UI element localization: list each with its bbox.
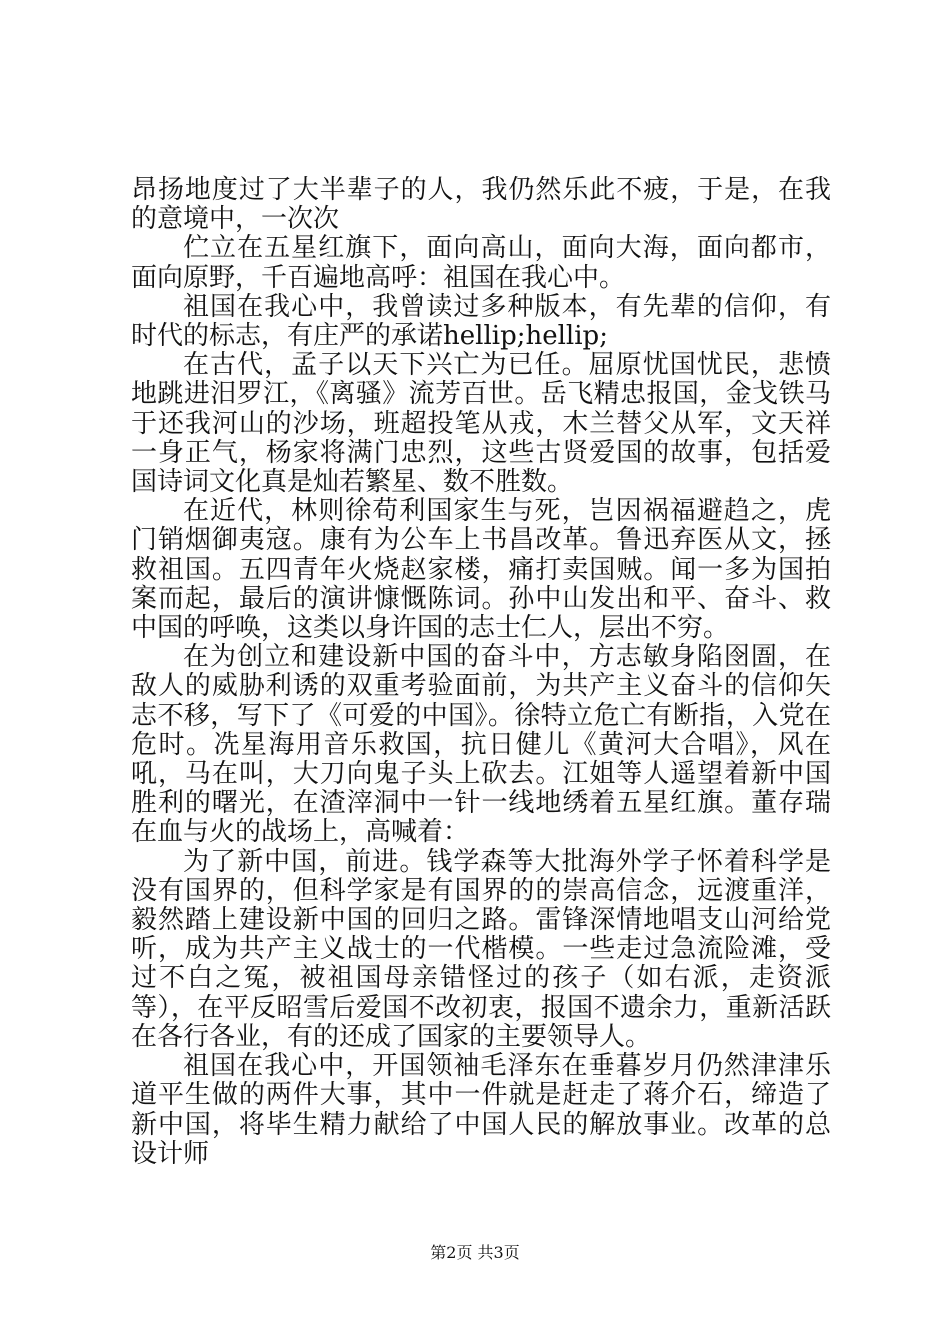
paragraph-3: 祖国在我心中，我曾读过多种版本，有先辈的信仰，有时代的标志，有庄严的承诺hellip;hellip; [131, 291, 831, 352]
paragraph-6: 在为创立和建设新中国的奋斗中，方志敏身陷囹圄，在敌人的威胁利诱的双重考验面前，为共产主义奋斗的信仰矢志不移，写下了《可爱的中国》。徐特立危亡有断指，入党在危时。冼星海用音乐救国，抗日健儿《黄河大合唱》，风在吼，马在叫，大刀向鬼子头上砍去。江姐等人遥望着新中国胜利的曙光，在渣滓洞中一针一线地绣着五星红旗。董存瑞在血与火的战场上，高喊着： [131, 642, 831, 848]
paragraph-5: 在近代，林则徐苟利国家生与死，岂因祸福避趋之，虎门销烟御夷寇。康有为公车上书昌改革。鲁迅弃医从文，拯救祖国。五四青年火烧赵家楼，痛打卖国贼。闻一多为国拍案而起，最后的演讲慷慨陈词。孙中山发出和平、奋斗、救中国的呼唤，这类以身许国的志士仁人，层出不穷。 [131, 496, 831, 644]
paragraph-2: 伫立在五星红旗下，面向高山，面向大海，面向都市，面向原野，千百遍地高呼：祖国在我心中。 [131, 233, 831, 293]
paragraph-7: 为了新中国，前进。钱学森等大批海外学子怀着科学是没有国界的，但科学家是有国界的的崇高信念，远渡重洋，毅然踏上建设新中国的回归之路。雷锋深情地唱支山河给党听，成为共产主义战士的一代楷模。一些走过急流险滩，受过不白之冤，被祖国母亲错怪过的孩子（如右派，走资派等），在平反昭雪后爱国不改初衷，报国不遗余力，重新活跃在各行各业，有的还成了国家的主要领导人。 [131, 846, 831, 1052]
paragraph-4: 在古代，孟子以天下兴亡为已任。屈原忧国忧民，悲愤地跳进汨罗江，《离骚》流芳百世。岳飞精忠报国，金戈铁马于还我河山的沙场，班超投笔从戎，木兰替父从军，文天祥一身正气，杨家将满门忠烈，这些古贤爱国的故事，包括爱国诗词文化真是灿若繁星、数不胜数。 [131, 350, 831, 498]
paragraph-8: 祖国在我心中，开国领袖毛泽东在垂暮岁月仍然津津乐道平生做的两件大事，其中一件就是赶走了蒋介石，缔造了新中国，将毕生精力献给了中国人民的解放事业。改革的总设计师 [131, 1051, 831, 1169]
paragraph-1: 昂扬地度过了大半辈子的人，我仍然乐此不疲，于是，在我的意境中，一次次 [131, 175, 831, 235]
document-body [131, 176, 831, 1169]
page-number-footer: 第2页 共3页 [430, 1243, 520, 1262]
